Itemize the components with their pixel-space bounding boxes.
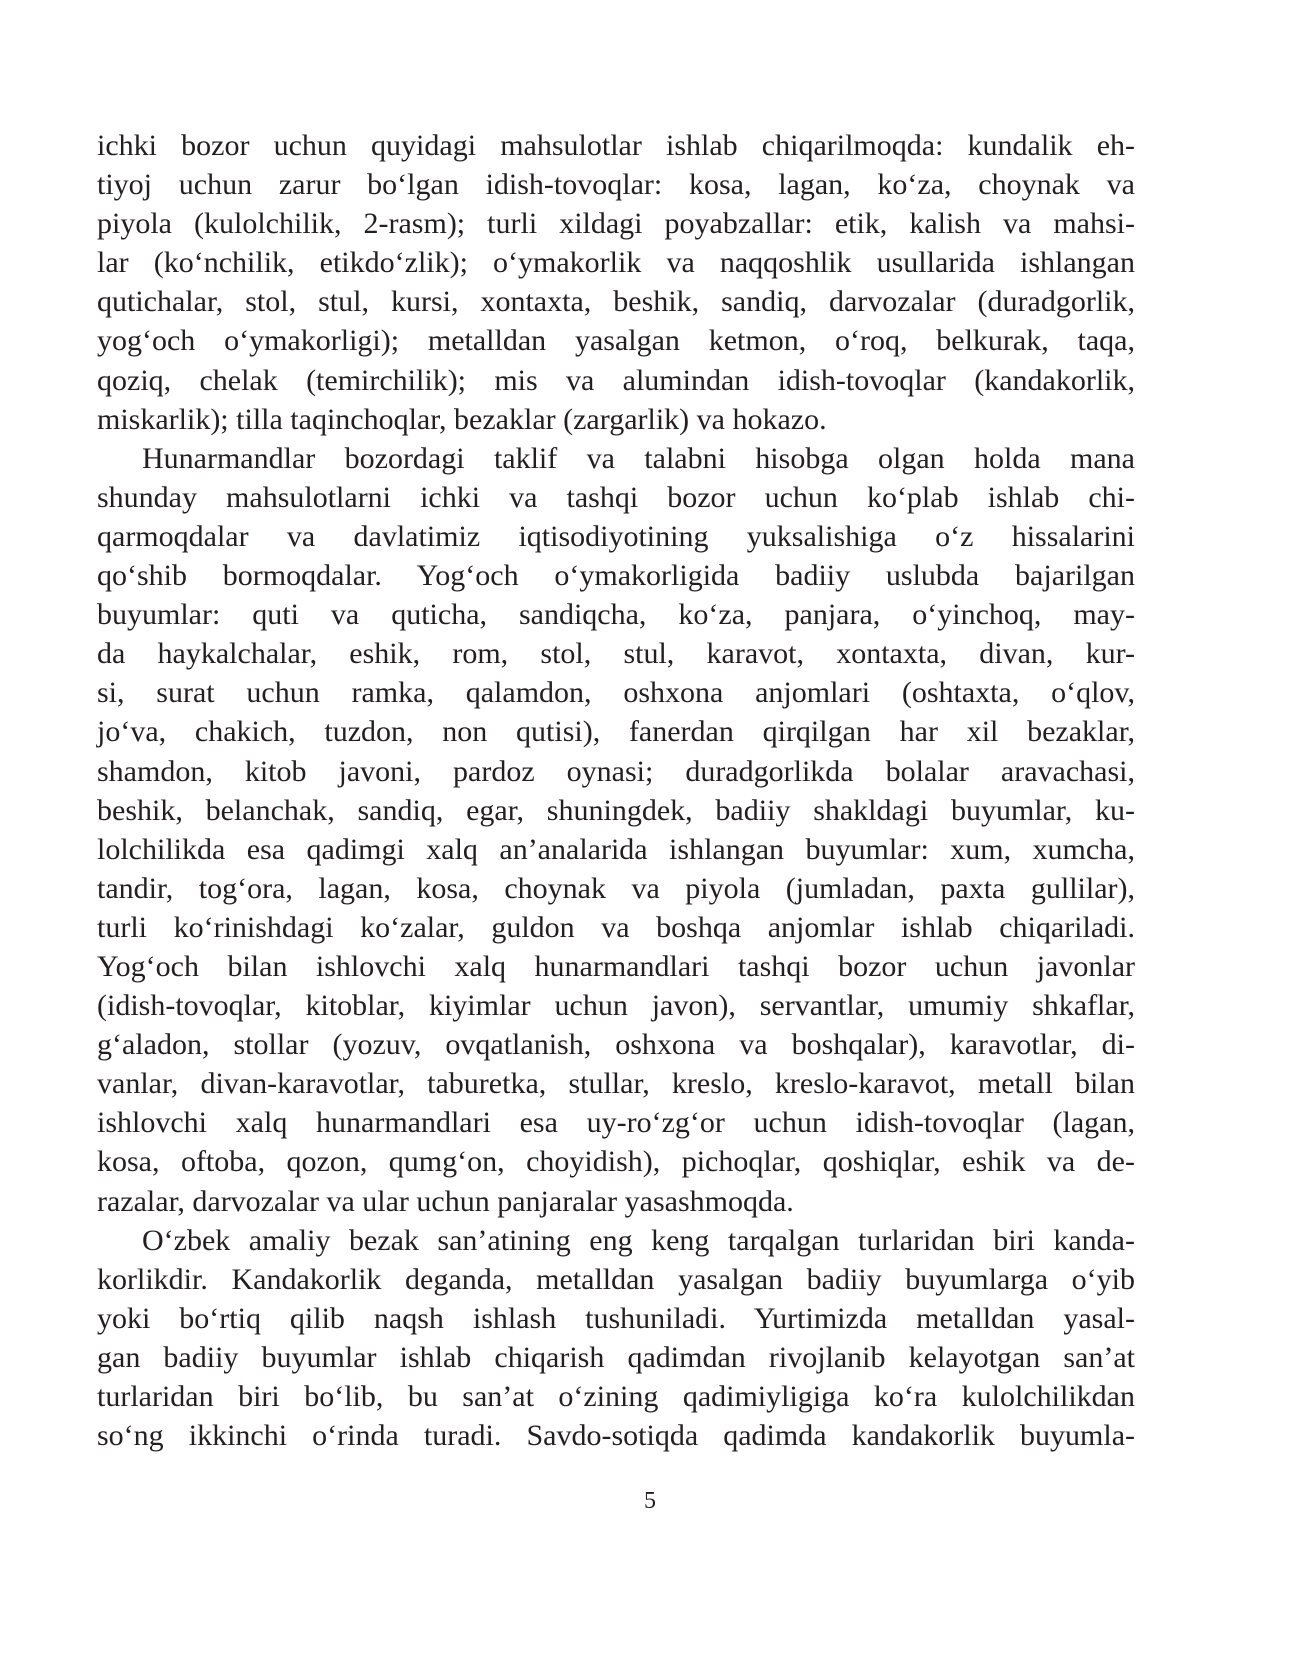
text-line: jo‘va, chakich, tuzdon, non qutisi), fanerdan qirqilgan har xil bezaklar,: [97, 715, 1135, 749]
text-line: shamdon, kitob javoni, pardoz oynasi; duradgorlikda bolalar aravachasi,: [97, 754, 1135, 788]
text-line: (idish-tovoqlar, kitoblar, kiyimlar uchun javon), servantlar, umumiy shkaflar,: [97, 989, 1135, 1023]
paragraph-3: [97, 1221, 1135, 1456]
text-line: lolchilikda esa qadimgi xalq an’analarida ishlangan buyumlar: xum, xumcha,: [97, 832, 1135, 866]
text-line: yog‘och o‘ymakorligi); metalldan yasalgan ketmon, o‘roq, belkurak, taqa,: [97, 324, 1135, 358]
paragraph-2: [97, 439, 1135, 1221]
text-line: buyumlar: quti va quticha, sandiqcha, ko‘za, panjara, o‘yinchoq, may-: [97, 598, 1135, 632]
text-line: g‘aladon, stollar (yozuv, ovqatlanish, oshxona va boshqalar), karavotlar, di-: [97, 1028, 1135, 1062]
text-line: tiyoj uchun zarur bo‘lgan idish-tovoqlar: kosa, lagan, ko‘za, choynak va: [97, 168, 1135, 202]
text-line: miskarlik); tilla taqinchoqlar, bezaklar (zargarlik) va hokazo.: [97, 402, 827, 436]
text-line: so‘ng ikkinchi o‘rinda turadi. Savdo-sotiqda qadimda kandakorlik buyumla-: [97, 1419, 1135, 1453]
text-line: qarmoqdalar va davlatimiz iqtisodiyotining yuksalishiga o‘z hissalarini: [97, 519, 1135, 553]
text-line: Hunarmandlar bozordagi taklif va talabni hisobga olgan holda mana: [142, 441, 1135, 475]
text-line: gan badiiy buyumlar ishlab chiqarish qadimdan rivojlanib kelayotgan san’at: [97, 1340, 1135, 1374]
text-line: ichki bozor uchun quyidagi mahsulotlar ishlab chiqarilmoqda: kundalik eh-: [97, 129, 1135, 162]
page-number: 5: [644, 1488, 656, 1514]
text-line: O‘zbek amaliy bezak san’atining eng keng tarqalgan turlaridan biri kanda-: [142, 1223, 1135, 1257]
text-line: kosa, oftoba, qozon, qumg‘on, choyidish), pichoqlar, qoshiqlar, eshik va de-: [97, 1145, 1135, 1179]
text-line: piyola (kulolchilik, 2-rasm); turli xildagi poyabzallar: etik, kalish va mahsi-: [97, 207, 1135, 241]
text-line: shunday mahsulotlarni ichki va tashqi bozor uchun ko‘plab ishlab chi-: [97, 480, 1135, 514]
text-line: beshik, belanchak, sandiq, egar, shuningdek, badiiy shakldagi buyumlar, ku-: [97, 793, 1135, 827]
text-line: tandir, tog‘ora, lagan, kosa, choynak va piyola (jumladan, paxta gullilar),: [97, 871, 1135, 905]
text-line: qutichalar, stol, stul, kursi, xontaxta, beshik, sandiq, darvozalar (duradgorlik,: [97, 285, 1135, 319]
text-line: qo‘shib bormoqdalar. Yog‘och o‘ymakorligida badiiy uslubda bajarilgan: [97, 559, 1135, 593]
text-line: lar (ko‘nchilik, etikdo‘zlik); o‘ymakorlik va naqqoshlik usullarida ishlangan: [97, 246, 1135, 280]
text-line: turlaridan biri bo‘lib, bu san’at o‘zining qadimiyligiga ko‘ra kulolchilikdan: [97, 1380, 1135, 1413]
text-line: ishlovchi xalq hunarmandlari esa uy-ro‘zg‘or uchun idish-tovoqlar (lagan,: [97, 1106, 1135, 1140]
page-body: [97, 126, 1135, 1455]
text-line: vanlar, divan-karavotlar, taburetka, stullar, kreslo, kreslo-karavot, metall bilan: [97, 1067, 1135, 1101]
text-line: korlikdir. Kandakorlik deganda, metalldan yasalgan badiiy buyumlarga o‘yib: [97, 1262, 1135, 1296]
paragraph-1: [97, 126, 1135, 439]
text-line: turli ko‘rinishdagi ko‘zalar, guldon va boshqa anjomlar ishlab chiqariladi.: [97, 910, 1135, 944]
text-line: da haykalchalar, eshik, rom, stol, stul, karavot, xontaxta, divan, kur-: [97, 637, 1135, 671]
text-line: Yog‘och bilan ishlovchi xalq hunarmandlari tashqi bozor uchun javonlar: [97, 949, 1135, 983]
text-line: yoki bo‘rtiq qilib naqsh ishlash tushuniladi. Yurtimizda metalldan yasal-: [97, 1301, 1135, 1335]
text-line: qoziq, chelak (temirchilik); mis va alumindan idish-tovoqlar (kandakorlik,: [97, 363, 1135, 397]
text-line: razalar, darvozalar va ular uchun panjaralar yasashmoqda.: [97, 1184, 794, 1218]
text-line: si, surat uchun ramka, qalamdon, oshxona anjomlari (oshtaxta, o‘qlov,: [97, 676, 1135, 710]
